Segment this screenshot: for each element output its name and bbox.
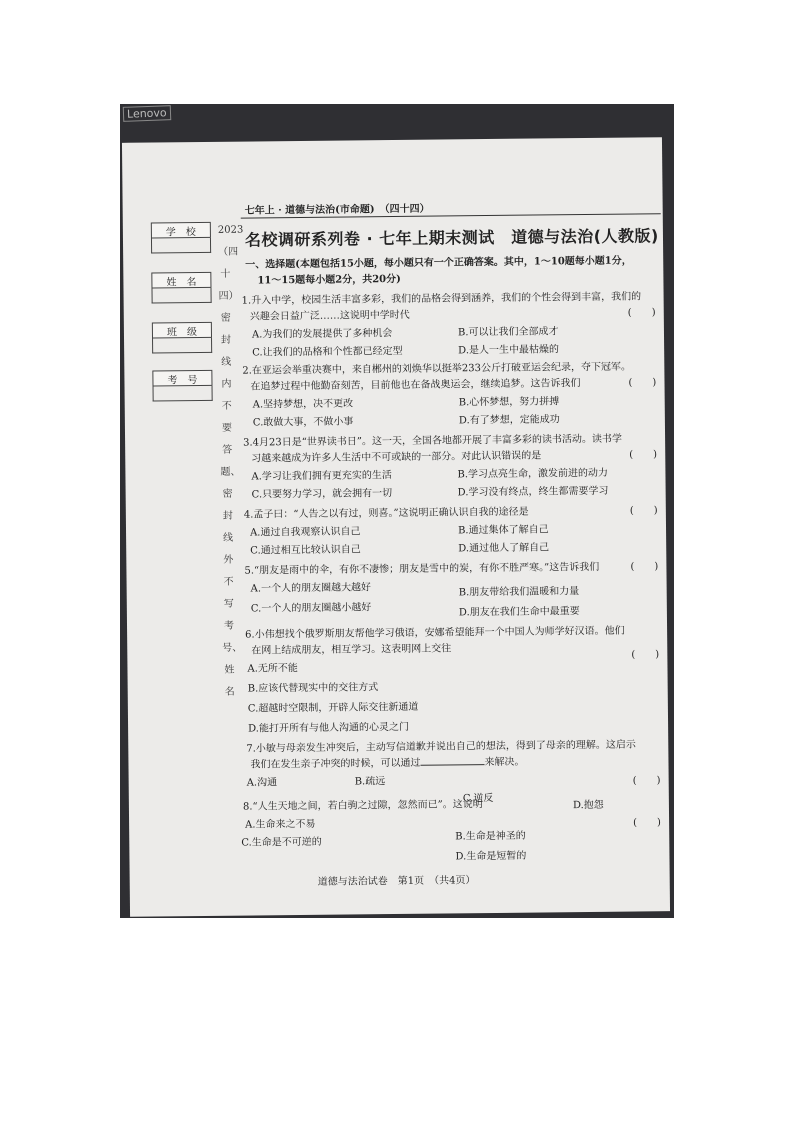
q3-stem-2: 习越来越成为许多人生活中不可或缺的一部分。对此认识错误的是 [251, 450, 542, 465]
school-field[interactable] [151, 222, 211, 254]
q7-option-d: D.抱怨 [572, 799, 604, 812]
photo-background [120, 104, 674, 918]
q8-option-b: B.生命是神圣的 [455, 830, 526, 843]
q8-stem-1: 8.“人生天地之间，若白驹之过隙，忽然而已”。这说明 [242, 799, 483, 813]
q6-option-d: D.能打开所有与他人沟通的心灵之门 [248, 721, 410, 735]
q5-option-b: B.朋友带给我们温暖和力量 [458, 586, 580, 599]
q5-answer-paren[interactable]: ( ) [630, 561, 659, 573]
q8-option-d: D.生命是短暂的 [455, 850, 527, 863]
q4-option-d: D.通过他人了解自己 [458, 542, 550, 555]
q3-option-d: D.学习没有终点，终生都需要学习 [457, 485, 609, 499]
q7-stem-2-end: 来解决。 [484, 756, 525, 769]
q3-option-a: A.学习让我们拥有更充实的生活 [251, 470, 392, 483]
q7-stem-2-text: 我们在发生亲子冲突的时候，可以通过 [250, 757, 421, 771]
section-heading-cont: 11～15题每小题2分，共20分) [257, 273, 401, 287]
school-input-box[interactable] [151, 238, 211, 254]
class-field[interactable] [152, 322, 212, 354]
q2-option-c: C.敢做大事，不做小事 [252, 416, 354, 429]
q4-option-a: A.通过自我观察认识自己 [249, 526, 361, 539]
q2-stem-2: 在追梦过程中他勤奋刻苦，目前他也在备战奥运会，继续追梦。这告诉我们 [250, 378, 581, 393]
q7-option-a: A.沟通 [246, 777, 278, 789]
q1-stem-1: 1.升入中学，校园生活丰富多彩，我们的品格会得到涵养，我们的个性会得到丰富，我们的 [241, 291, 642, 307]
exam-no-field[interactable] [152, 370, 212, 402]
q8-answer-paren[interactable]: ( ) [633, 817, 661, 829]
q1-option-c: C.让我们的品格和个性都已经定型 [252, 345, 403, 359]
q6-answer-paren[interactable]: ( ) [631, 649, 660, 661]
q4-option-c: C.通过相互比较认识自己 [250, 544, 361, 557]
q6-stem-2: 在网上结成朋友，相互学习。这表明网上交往 [251, 643, 452, 657]
q2-option-d: D.有了梦想，定能成功 [458, 414, 560, 427]
q3-stem-1: 3.4月23日是“世界读书日”。这一天，全国各地都开展了丰富多彩的读书活动。读书学 [243, 433, 623, 449]
q3-option-b: B.学习点亮生命，激发前进的动力 [457, 467, 609, 481]
q2-option-b: B.心怀梦想，努力拼搏 [458, 396, 560, 409]
page-footer: 道德与法治试卷 第1页 （共4页） [317, 875, 476, 888]
exam-no-input-box[interactable] [153, 386, 213, 402]
q2-answer-paren[interactable]: ( ) [628, 377, 657, 389]
q3-answer-paren[interactable]: ( ) [629, 449, 658, 461]
q7-stem-1: 7.小敏与母亲发生冲突后，主动写信道歉并说出自己的想法，得到了母亲的理解。这启示 [246, 739, 636, 755]
q6-stem-1: 6.小伟想找个俄罗斯朋友帮他学习俄语，安娜希望能拜一个中国人为师学好汉语。他们 [245, 625, 625, 641]
q6-option-a: A.无所不能 [247, 663, 298, 675]
q1-option-b: B.可以让我们全部成才 [457, 326, 559, 339]
q7-option-c: C.逆反 [462, 792, 494, 805]
q5-option-c: C.一个人的朋友圈越小越好 [250, 602, 372, 615]
paper-header: 七年上 · 道德与法治(市命题) （四十四） [244, 203, 430, 217]
q6-option-b: B.应该代替现实中的交往方式 [247, 682, 379, 695]
q1-option-a: A.为我们的发展提供了多种机会 [251, 328, 393, 341]
q4-answer-paren[interactable]: ( ) [629, 505, 658, 517]
q8-option-c: C.生命是不可逆的 [241, 836, 322, 849]
name-input-box[interactable] [151, 288, 211, 304]
q2-option-a: A.坚持梦想，决不更改 [252, 398, 354, 411]
class-label: 班 级 [152, 322, 212, 339]
q6-option-c: C.超越时空限制，开辟人际交往新通道 [247, 701, 419, 715]
q2-stem-1: 2.在亚运会举重决赛中，来自郴州的刘焕华以挺举233公斤打破亚运会纪录，夺下冠军。 [242, 361, 632, 377]
q1-stem-2: 兴趣会日益广泛……这说明中学时代 [249, 309, 410, 323]
exam-no-label: 考 号 [152, 370, 212, 387]
q1-option-d: D.是人一生中最枯燥的 [458, 344, 560, 357]
school-label: 学 校 [151, 222, 211, 239]
name-field[interactable] [151, 272, 211, 304]
q7-blank[interactable] [420, 755, 484, 766]
q5-option-d: D.朋友在我们生命中最重要 [458, 606, 580, 619]
q5-option-a: A.一个人的朋友圈越大越好 [250, 582, 372, 595]
q7-answer-paren[interactable]: ( ) [632, 775, 661, 787]
seal-line-text: 2023（四十四）密封线内不要答题、密封线外不写考号、姓名 [217, 224, 244, 698]
exam-paper [122, 137, 670, 917]
paper-title: 名校调研系列卷 · 七年上期末测试 道德与法治(人教版) [244, 226, 659, 250]
section-heading: 一、选择题(本题包括15小题，每小题只有一个正确答案。其中，1～10题每小题1分， [245, 255, 632, 271]
q7-stem-2 [250, 753, 524, 771]
q3-option-c: C.只要努力学习，就会拥有一切 [251, 488, 393, 501]
name-label: 姓 名 [151, 272, 211, 289]
watermark-logo: Lenovo [123, 105, 171, 122]
q7-option-b: B.疏远 [354, 776, 386, 788]
q5-stem-1: 5.“朋友是雨中的伞，有你不凄惨；朋友是雪中的炭，有你不胜严寒。”这告诉我们 [244, 561, 600, 577]
q4-stem-1: 4.孟子曰：“人告之以有过，则喜。”这说明正确认识自我的途径是 [243, 506, 529, 521]
q1-answer-paren[interactable]: ( ) [627, 307, 656, 319]
q8-option-a: A.生命来之不易 [245, 818, 316, 831]
q4-option-b: B.通过集体了解自己 [457, 524, 549, 537]
class-input-box[interactable] [152, 338, 212, 354]
